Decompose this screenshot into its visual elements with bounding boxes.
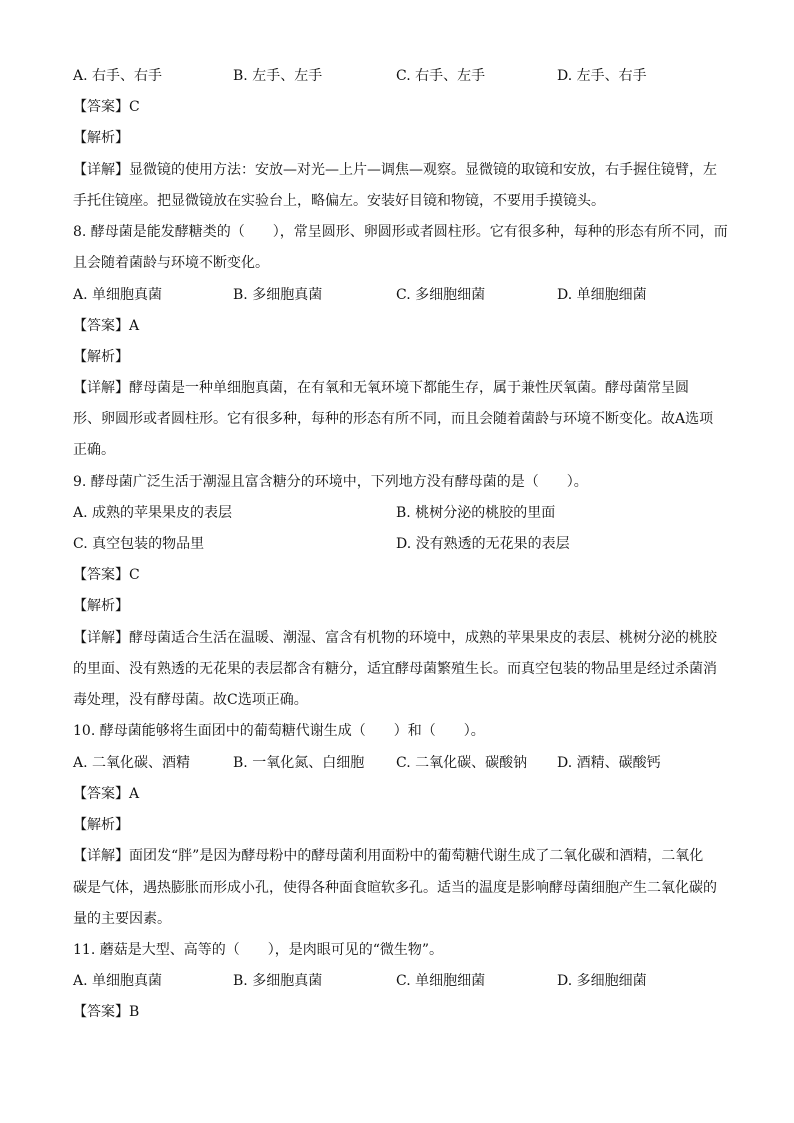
q9-detail-line: 【详解】酵母菌适合生活在温暖、潮湿、富含有机物的环境中，成熟的苹果果皮的表层、桃树分泌的桃胶	[73, 630, 717, 646]
q8-option-a: A. 单细胞真菌	[73, 287, 163, 303]
q10-detail-line: 量的主要因素。	[73, 911, 171, 927]
q8-stem: 且会随着菌龄与环境不断变化。	[73, 255, 269, 271]
q7-option-a: A. 右手、右手	[73, 68, 163, 84]
q7-option-c: C. 右手、左手	[396, 68, 486, 84]
q8-answer: 【答案】A	[73, 318, 140, 334]
q8-detail-line: 正确。	[73, 442, 115, 458]
q7-answer: 【答案】C	[73, 99, 140, 115]
q7-option-d: D. 左手、右手	[557, 68, 647, 84]
q10-stem: 10. 酵母菌能够将生面团中的葡萄糖代谢生成（ ）和（ ）。	[73, 723, 485, 739]
q7-option-b: B. 左手、左手	[233, 68, 323, 84]
q8-option-d: D. 单细胞细菌	[557, 287, 647, 303]
q9-option-d: D. 没有熟透的无花果的表层	[396, 536, 570, 552]
q7-detail-line: 【详解】显微镜的使用方法：安放—对光—上片—调焦—观察。显微镜的取镜和安放，右手握住镜臂，左	[73, 162, 717, 178]
q9-analysis-label: 【解析】	[73, 598, 129, 614]
q9-detail-line: 的里面、没有熟透的无花果的表层都含有糖分，适宜酵母菌繁殖生长。而真空包装的物品里是经过杀菌消	[73, 661, 717, 677]
q10-detail-line: 碳是气体，遇热膨胀而形成小孔，使得各种面食暄软多孔。适当的温度是影响酵母菌细胞产生二氧化碳的	[73, 880, 717, 896]
q8-option-b: B. 多细胞真菌	[233, 287, 323, 303]
q9-option-c: C. 真空包装的物品里	[73, 536, 205, 552]
q11-option-d: D. 多细胞细菌	[557, 973, 647, 989]
q8-detail-line: 形、卵圆形或者圆柱形。它有很多种，每种的形态有所不同，而且会随着菌龄与环境不断变化。故A选项	[73, 411, 714, 427]
q9-stem: 9. 酵母菌广泛生活于潮湿且富含糖分的环境中，下列地方没有酵母菌的是（ ）。	[73, 474, 588, 490]
q9-detail-line: 毒处理，没有酵母菌。故C选项正确。	[73, 692, 308, 708]
q10-option-a: A. 二氧化碳、酒精	[73, 755, 191, 771]
q11-stem: 11. 蘑菇是大型、高等的（ ），是肉眼可见的“微生物”。	[73, 942, 444, 958]
q11-answer: 【答案】B	[73, 1004, 140, 1020]
q9-answer: 【答案】C	[73, 567, 140, 583]
q7-detail-line: 手托住镜座。把显微镜放在实验台上，略偏左。安装好目镜和物镜，不要用手摸镜头。	[73, 193, 605, 209]
q9-option-b: B. 桃树分泌的桃胶的里面	[396, 505, 556, 521]
q11-option-b: B. 多细胞真菌	[233, 973, 323, 989]
q8-analysis-label: 【解析】	[73, 349, 129, 365]
q11-option-c: C. 单细胞细菌	[396, 973, 486, 989]
q8-stem: 8. 酵母菌是能发酵糖类的（ ），常呈圆形、卵圆形或者圆柱形。它有很多种，每种的形态有所不同，而	[73, 224, 728, 240]
q9-option-a: A. 成熟的苹果果皮的表层	[73, 505, 233, 521]
q10-option-c: C. 二氧化碳、碳酸钠	[396, 755, 528, 771]
q8-detail-line: 【详解】酵母菌是一种单细胞真菌，在有氧和无氧环境下都能生存，属于兼性厌氧菌。酵母菌常呈圆	[73, 380, 689, 396]
q10-answer: 【答案】A	[73, 786, 140, 802]
q10-option-b: B. 一氧化氮、白细胞	[233, 755, 365, 771]
q8-option-c: C. 多细胞细菌	[396, 287, 486, 303]
q7-analysis-label: 【解析】	[73, 130, 129, 146]
q10-option-d: D. 酒精、碳酸钙	[557, 755, 661, 771]
q10-detail-line: 【详解】面团发“胖”是因为酵母粉中的酵母菌利用面粉中的葡萄糖代谢生成了二氧化碳和酒精，二氧化	[73, 848, 704, 864]
q11-option-a: A. 单细胞真菌	[73, 973, 163, 989]
q10-analysis-label: 【解析】	[73, 817, 129, 833]
